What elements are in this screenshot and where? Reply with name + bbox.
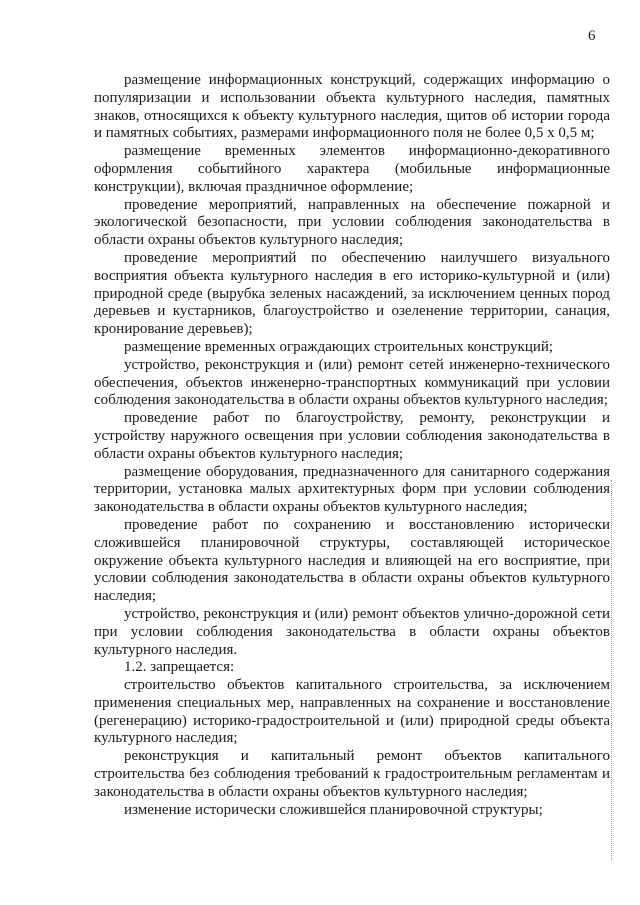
section-heading: 1.2. запрещается: — [124, 659, 235, 676]
paragraph: изменение исторически сложившейся планировочной структуры; — [124, 801, 543, 818]
paragraph: реконструкция и капитальный ремонт объектов капитального строительства без соблюдения требований к градостроительным регламентам и законодательства в области охраны объектов культурного наследия; — [94, 748, 610, 800]
scan-edge-marks — [609, 480, 612, 860]
paragraph: проведение работ по благоустройству, ремонту, реконструкции и устройству наружного освещения при условии соблюдения законодательства в области охраны объектов культурного наследия; — [94, 410, 610, 462]
paragraph: строительство объектов капитального строительства, за исключением применения специальных мер, направленных на сохранение и восстановление (регенерацию) историко-градостроительной и (или) природной среды объекта культурного наследия; — [94, 677, 610, 747]
paragraph: размещение информационных конструкций, содержащих информацию о популяризации и использовании объекта культурного наследия, памятных знаков, относящихся к объекту культурного наследия, щитов об истории города и памятных событиях, размерами информационного поля не более 0,5 х 0,5 м; — [94, 72, 610, 142]
paragraph: проведение мероприятий, направленных на обеспечение пожарной и экологической безопасности, при условии соблюдения законодательства в области охраны объектов культурного наследия; — [94, 196, 610, 249]
paragraph: размещение временных элементов информационно-декоративного оформления событийного характера (мобильные информационные конструкции), включая праздничное оформление; — [94, 143, 610, 195]
paragraph: устройство, реконструкция и (или) ремонт сетей инженерно-технического обеспечения, объектов инженерно-транспортных коммуникаций при условии соблюдения законодательства в области охраны объектов культурного наследия; — [94, 356, 610, 409]
page-number: 6 — [588, 28, 596, 44]
paragraph: проведение работ по сохранению и восстановлению исторически сложившейся планировочной структуры, составляющей историческое окружение объекта культурного наследия и влияющей на его восприятие, при условии соблюдения законодательства в области охраны объектов культурного наследия; — [94, 516, 610, 605]
paragraph: устройство, реконструкция и (или) ремонт объектов улично-дорожной сети при условии соблюдения законодательства в области охраны объектов культурного наследия. — [94, 605, 610, 658]
document-body — [94, 72, 610, 819]
paragraph: размещение оборудования, предназначенного для санитарного содержания территории, установка малых архитектурных форм при условии соблюдения законодательства в области охраны объектов культурного наследия; — [94, 463, 610, 516]
paragraph: размещение временных ограждающих строительных конструкций; — [124, 338, 554, 355]
paragraph: проведение мероприятий по обеспечению наилучшего визуального восприятия объекта культурного наследия в его историко-культурной и (или) природной среде (вырубка зеленых насаждений, за исключением ценных пород деревьев и кустарников, благоустройство и озеленение территории, санация, кронирование деревьев); — [94, 249, 610, 338]
